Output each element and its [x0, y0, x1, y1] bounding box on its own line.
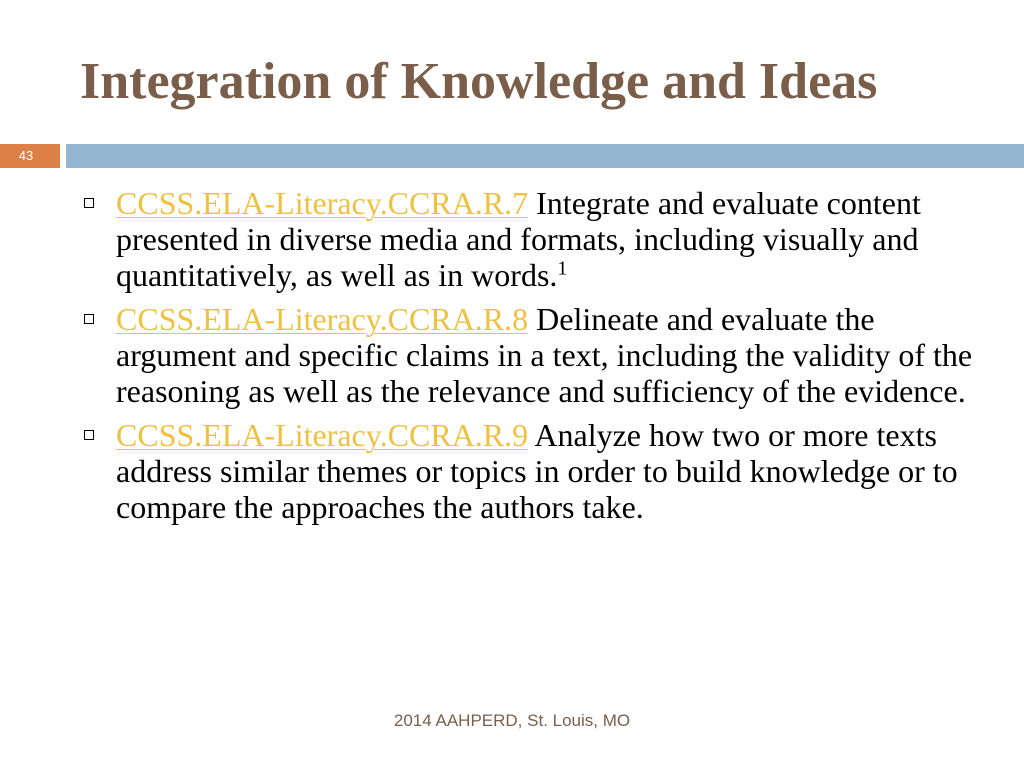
footnote-marker: 1 [557, 257, 568, 280]
standard-link-r8[interactable]: CCSS.ELA-Literacy.CCRA.R.8 [116, 301, 529, 337]
square-bullet-icon [84, 430, 94, 440]
bullet-item-r7 [84, 185, 984, 293]
slide-footer: 2014 AAHPERD, St. Louis, MO [393, 711, 631, 730]
slide-title: Integration of Knowledge and Ideas [80, 53, 878, 110]
square-bullet-icon [84, 198, 94, 208]
bullet-list [84, 185, 984, 533]
bullet-text-r7: Integrate and evaluate content presented in diverse media and formats, including visually and quantitatively, as well as in words. [116, 185, 921, 293]
page-number-badge [0, 144, 60, 168]
standard-link-r9[interactable]: CCSS.ELA-Literacy.CCRA.R.9 [116, 417, 529, 453]
bullet-item-r9 [84, 417, 984, 525]
square-bullet-icon [84, 314, 94, 324]
standard-link-r7[interactable]: CCSS.ELA-Literacy.CCRA.R.7 [116, 185, 529, 221]
bullet-item-r8 [84, 301, 984, 409]
bullet-text-r9: Analyze how two or more texts address similar themes or topics in order to build knowledge or to compare the approaches the authors take. [116, 417, 958, 525]
header-bar [66, 144, 1024, 168]
bullet-text-r8: Delineate and evaluate the argument and specific claims in a text, including the validity of the reasoning as well as the relevance and sufficiency of the evidence. [116, 301, 973, 409]
page-number: 43 [18, 148, 34, 163]
